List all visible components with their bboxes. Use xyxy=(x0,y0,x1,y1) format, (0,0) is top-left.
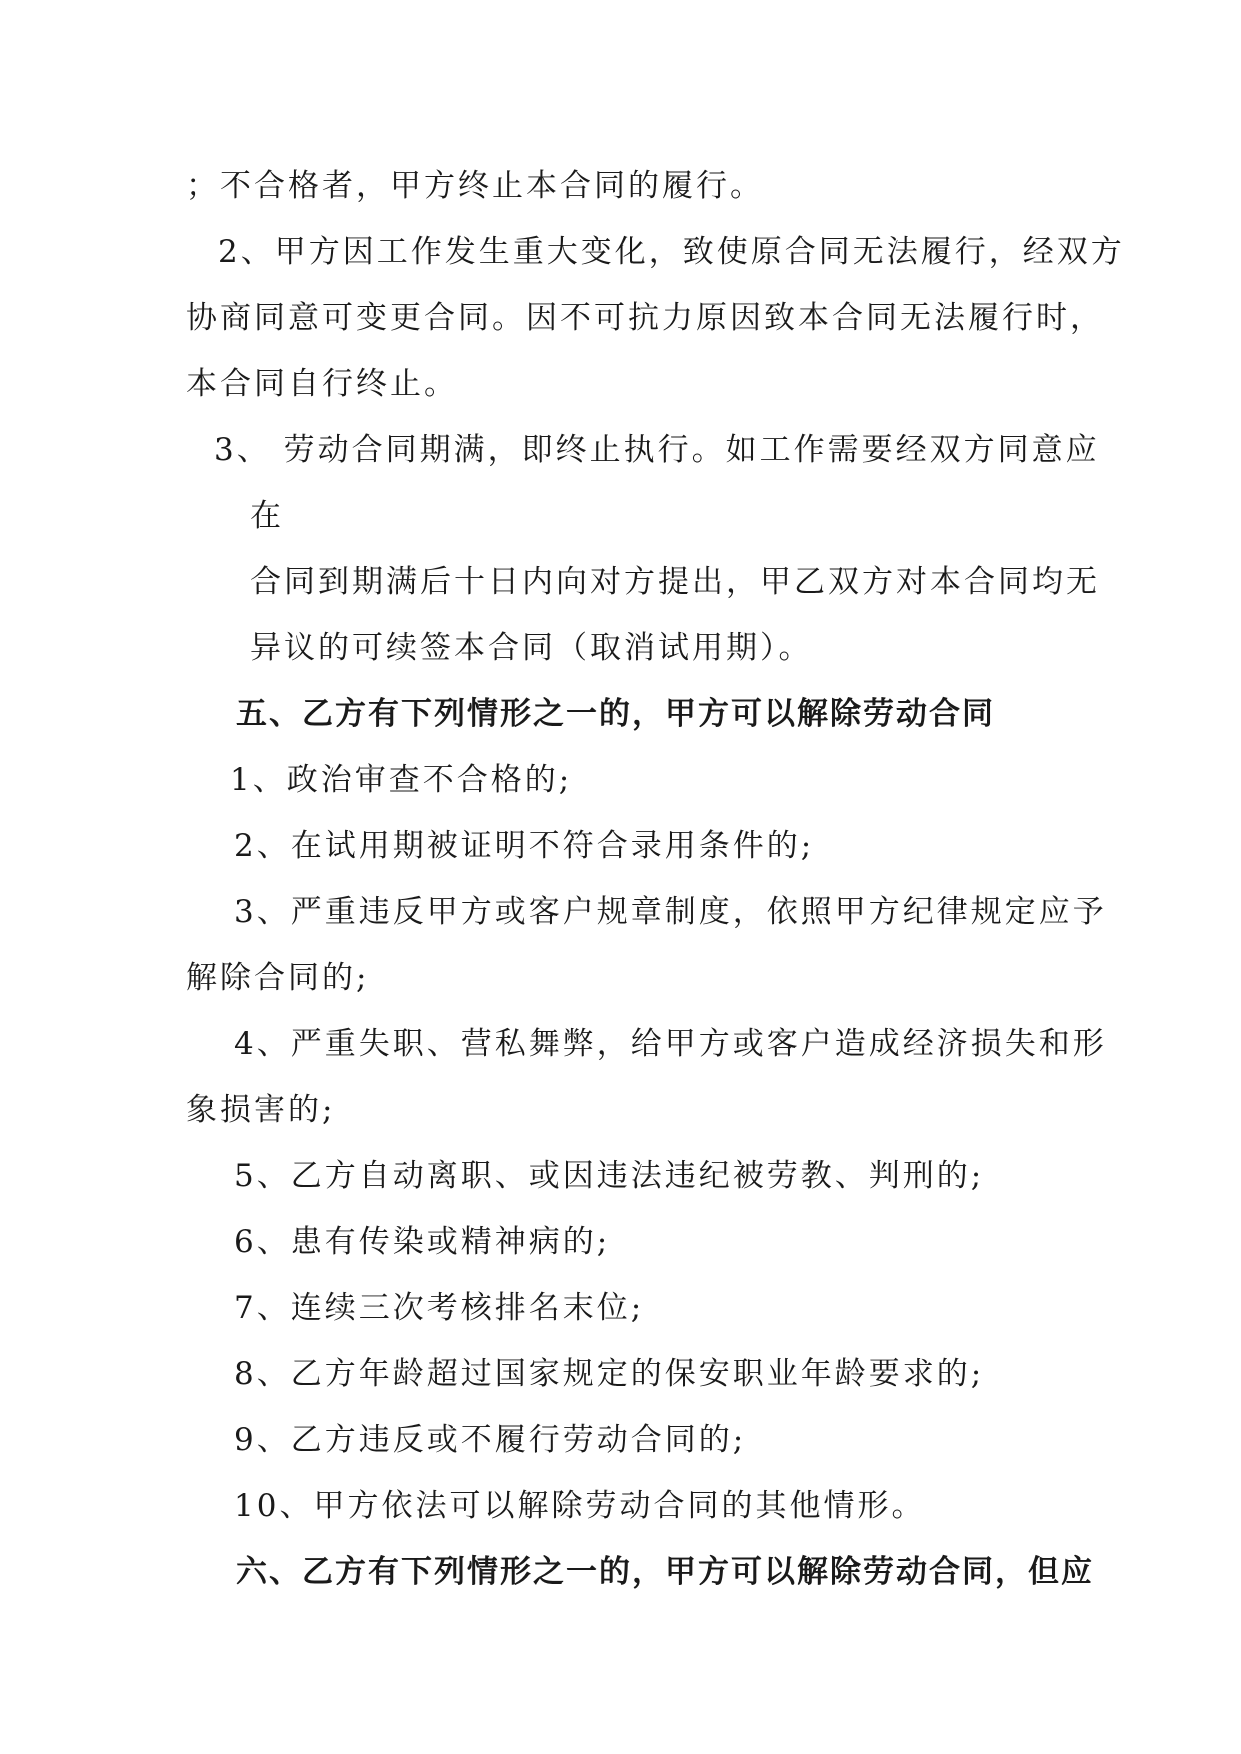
text-line: 合同到期满后十日内向对方提出，甲乙双方对本合同均无 xyxy=(250,564,1100,600)
text-line: 1、政治审查不合格的; xyxy=(230,762,573,798)
text-line: 3、 劳动合同期满，即终止执行。如工作需要经双方同意应 xyxy=(214,432,1100,468)
section-heading: 六、乙方有下列情形之一的，甲方可以解除劳动合同，但应 xyxy=(236,1554,1094,1590)
text-line: 象损害的; xyxy=(186,1092,336,1128)
text-line: 7、连续三次考核排名末位; xyxy=(234,1290,645,1326)
text-line: 异议的可续签本合同（取消试用期）。 xyxy=(250,630,813,666)
text-line: 3、严重违反甲方或客户规章制度，依照甲方纪律规定应予 xyxy=(234,894,1107,930)
text-line: 协商同意可变更合同。因不可抗力原因致本合同无法履行时， xyxy=(186,300,1104,336)
text-line: 解除合同的; xyxy=(186,960,370,996)
text-line: 10、甲方依法可以解除劳动合同的其他情形。 xyxy=(234,1488,926,1524)
text-line: 8、乙方年龄超过国家规定的保安职业年龄要求的; xyxy=(234,1356,985,1392)
text-line: 4、严重失职、营私舞弊，给甲方或客户造成经济损失和形 xyxy=(234,1026,1107,1062)
text-line: 2、在试用期被证明不符合录用条件的; xyxy=(234,828,815,864)
text-line: 本合同自行终止。 xyxy=(186,366,458,402)
text-line: 在 xyxy=(250,498,284,534)
text-line: ；不合格者，甲方终止本合同的履行。 xyxy=(186,168,764,204)
text-line: 2、甲方因工作发生重大变化，致使原合同无法履行，经双方 xyxy=(218,234,1125,270)
text-line: 9、乙方违反或不履行劳动合同的; xyxy=(234,1422,747,1458)
text-line: 5、乙方自动离职、或因违法违纪被劳教、判刑的; xyxy=(234,1158,985,1194)
text-line: 6、患有传染或精神病的; xyxy=(234,1224,611,1260)
section-heading: 五、乙方有下列情形之一的，甲方可以解除劳动合同 xyxy=(236,696,995,732)
